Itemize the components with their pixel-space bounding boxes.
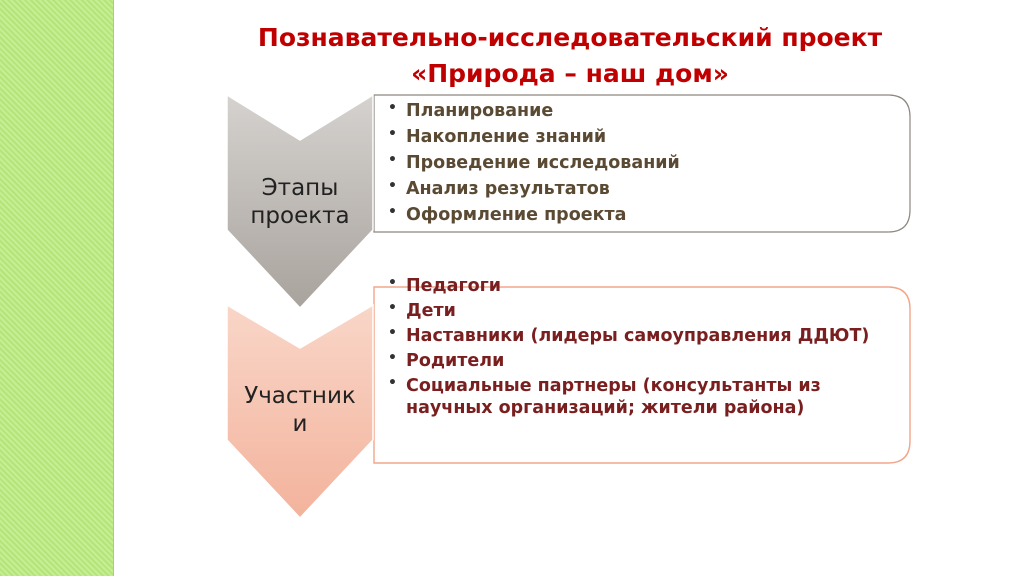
list-item: • Оформление проекта xyxy=(382,202,902,228)
list-item: • Планирование xyxy=(382,98,902,124)
list-item: • Социальные партнеры (консультанты из научных организаций; жители района) xyxy=(382,375,892,419)
title-line-2: «Природа – наш дом» xyxy=(411,59,729,88)
participants-label: Участник и xyxy=(244,383,356,437)
list-item: • Дети xyxy=(382,300,892,322)
list-item: • Проведение исследований xyxy=(382,150,902,176)
stages-list xyxy=(382,98,902,228)
stages-label: Этапы проекта xyxy=(250,175,350,229)
list-item: • Педагоги xyxy=(382,275,892,297)
list-item: • Наставники (лидеры самоуправления ДДЮТ) xyxy=(382,325,892,347)
list-item: • Накопление знаний xyxy=(382,124,902,150)
list-item: • Родители xyxy=(382,350,892,372)
list-item: • Анализ результатов xyxy=(382,176,902,202)
title-line-1: Познавательно-исследовательский проект xyxy=(257,23,883,52)
participants-list xyxy=(382,275,892,422)
